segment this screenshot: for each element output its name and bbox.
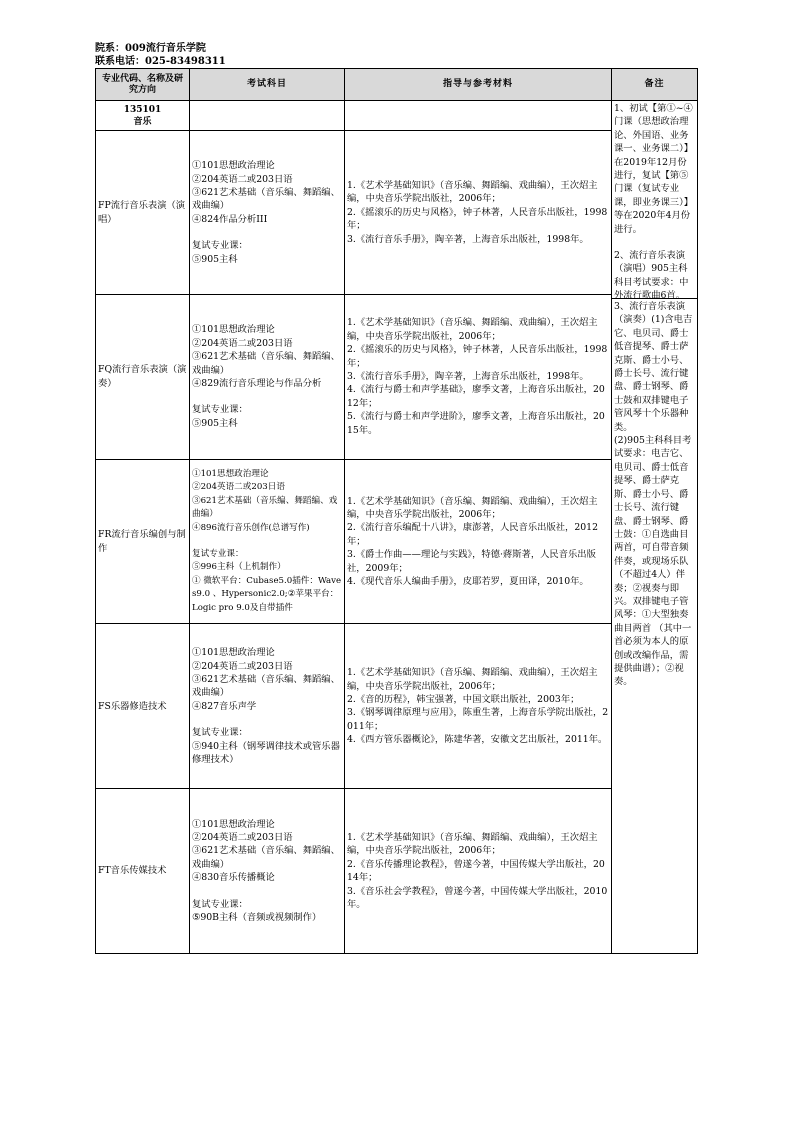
empty-cell	[190, 101, 345, 131]
subjects-cell	[190, 131, 345, 295]
subject-line: ① 微软平台：Cubase5.0插件：Waves9.0 、Hypersonic2.0;②苹果平台：Logic pro 9.0及自带插件	[192, 575, 342, 613]
subject-gap	[192, 390, 342, 403]
subject-line: ⑤905主科	[192, 253, 238, 265]
reference-item: 1.《艺术学基础知识》（音乐编、舞蹈编、戏曲编），王次炤主编，中央音乐学院出版社，2006年；	[347, 495, 598, 521]
subject-line: 复试专业课：	[192, 898, 248, 910]
major-code: 135101	[123, 104, 162, 115]
reference-item: 3.《爵士作曲——理论与实践》，特德·蔣斯著，人民音乐出版社，2009年；	[347, 549, 596, 574]
subjects-cell	[190, 789, 345, 954]
subject-line: 复试专业课：	[192, 404, 248, 416]
references-cell	[345, 624, 612, 789]
subject-line: ④896流行音乐创作(总谱写作)	[192, 522, 310, 533]
table-row	[96, 624, 698, 789]
subject-line: ④827音乐声学	[192, 700, 257, 712]
reference-item: 2.《流行音乐编配十八讲》，康澎著，人民音乐出版社，2012年；	[347, 522, 599, 547]
major-cell: FP流行音乐表演（演唱）	[96, 131, 190, 295]
reference-item: 3.《钢琴调律原理与应用》，陈重生著，上海音乐学院出版社，2011年；	[347, 707, 609, 732]
reference-item: 3.《流行音乐手册》，陶辛著，上海音乐出版社，1998年。	[347, 371, 589, 383]
reference-item: 2.《音的历程》，韩宝强著，中国文联出版社，2003年；	[347, 693, 580, 705]
reference-item: 3.《流行音乐手册》，陶辛著，上海音乐出版社，1998年。	[347, 233, 589, 245]
subject-line: ③621艺术基础（音乐编、舞蹈编、戏曲编）	[192, 186, 340, 212]
notes-lower	[612, 299, 697, 690]
reference-item: 4.《流行与爵士和声学基础》，廖季文著，上海音乐出版社，2012年；	[347, 384, 605, 409]
references-cell	[345, 789, 612, 954]
subject-line: ①101思想政治理论	[192, 469, 269, 480]
subject-line: ③621艺术基础（音乐编、舞蹈编、戏曲编）	[192, 351, 340, 376]
department-label: 院系：009流行音乐学院	[95, 43, 206, 54]
reference-item: 1.《艺术学基础知识》（音乐编、舞蹈编、戏曲编），王次炤主编，中央音乐学院出版社，2006年；	[347, 180, 598, 205]
subject-line: ⑤996主科（上机制作）	[192, 562, 286, 573]
subject-line: 复试专业课：	[192, 549, 244, 560]
table-row	[96, 131, 698, 295]
table-row	[96, 294, 698, 459]
reference-item: 4.《现代音乐人编曲手册》，皮耶若罗，夏田译，2010年。	[347, 576, 589, 588]
empty-cell	[345, 101, 612, 131]
reference-item: 1.《艺术学基础知识》（音乐编、舞蹈编、戏曲编），王次炤主编，中央音乐学院出版社，2006年；	[347, 831, 598, 857]
subject-line: ①101思想政治理论	[192, 324, 275, 336]
reference-item: 2.《音乐传播理论教程》，曾遂今著，中国传媒大学出版社，2014年；	[347, 858, 605, 884]
subject-line: ②204英语二或203日语	[192, 337, 293, 349]
code-row	[96, 101, 698, 131]
note-text: (2)905主科科目考试要求：电吉它、电贝司、爵士低音提琴、爵士萨克斯、爵士小号、爵士长号、流行键盘、爵士钢琴、爵士鼓：①自选曲目两首，可自带音频伴奏，或现场乐队（不超过4人）伴奏；②视奏与即兴。双排键电子管风琴：①大型独奏曲目两首 （其中一首必须为本人的原创或改编作品，需提供曲谱）；②视奏。	[614, 435, 692, 688]
major-code-cell	[96, 101, 190, 131]
exam-table	[95, 68, 698, 954]
subjects-cell	[190, 294, 345, 459]
subject-line: ③621艺术基础（音乐编、舞蹈编、戏曲编）	[192, 495, 338, 520]
subject-line: 复试专业课：	[192, 727, 248, 739]
reference-item: 4.《西方管乐器概论》，陈建华著，安徽文艺出版社，2011年。	[347, 734, 608, 746]
subject-line: ①101思想政治理论	[192, 647, 275, 659]
subject-line: 复试专业课：	[192, 240, 248, 252]
subject-gap	[192, 535, 342, 548]
header-subjects: 考试科目	[190, 69, 345, 101]
subject-gap	[192, 713, 342, 726]
subject-gap	[192, 885, 342, 898]
table-header-row	[96, 69, 698, 101]
subject-line: ⑤905主科	[192, 417, 238, 429]
subject-line: ③621艺术基础（音乐编、舞蹈编、戏曲编）	[192, 674, 340, 699]
reference-item: 3.《音乐社会学教程》，曾遂今著，中国传媒大学出版社，2010年。	[347, 885, 608, 910]
subject-line: ④824作品分析III	[192, 213, 268, 225]
major-cell: FT音乐传媒技术	[96, 789, 190, 954]
reference-item: 2.《摇滚乐的历史与风格》，钟子林著，人民音乐出版社，1998年；	[347, 344, 608, 369]
major-cell: FQ流行音乐表演（演奏）	[96, 294, 190, 459]
subject-line: ②204英语二或203日语	[192, 173, 293, 185]
subject-line: ①101思想政治理论	[192, 818, 275, 830]
subject-gap	[192, 226, 342, 239]
subject-line: ②204英语二或203日语	[192, 660, 293, 672]
major-cell: FS乐器修造技术	[96, 624, 190, 789]
notes-cell	[612, 101, 698, 954]
subject-line: ③621艺术基础（音乐编、舞蹈编、戏曲编）	[192, 845, 340, 870]
references-cell	[345, 131, 612, 295]
note-gap	[614, 236, 695, 249]
reference-item: 1.《艺术学基础知识》（音乐编、舞蹈编、戏曲编），王次炤主编，中央音乐学院出版社，2006年；	[347, 667, 598, 692]
major-name: 音乐	[133, 116, 152, 127]
contact-phone: 联系电话：025-83498311	[95, 56, 226, 67]
subject-line: ②204英语二或203日语	[192, 482, 285, 493]
subject-line: ⑤90B主科（音频或视频制作）	[192, 912, 322, 924]
reference-item: 1.《艺术学基础知识》（音乐编、舞蹈编、戏曲编），王次炤主编，中央音乐学院出版社，2006年；	[347, 317, 598, 342]
header-major: 专业代码、名称及研究方向	[96, 69, 190, 101]
subject-line: ④829流行音乐理论与作品分析	[192, 377, 322, 389]
reference-item: 2.《摇滚乐的历史与风格》，钟子林著，人民音乐出版社，1998年；	[347, 206, 608, 232]
references-cell	[345, 294, 612, 459]
major-cell: FR流行音乐编创与制作	[96, 459, 190, 624]
subject-line: ⑤940主科（钢琴调律技术或管乐器修理技术）	[192, 740, 340, 766]
subjects-cell	[190, 459, 345, 624]
subject-line: ①101思想政治理论	[192, 160, 275, 172]
note-text: 2、流行音乐表演（演唱）905主科科目考试要求：中外流行歌曲6首。	[614, 250, 689, 302]
table-row	[96, 459, 698, 624]
header-references: 指导与参考材料	[345, 69, 612, 101]
references-cell	[345, 459, 612, 624]
table-row	[96, 789, 698, 954]
note-text: 3、流行音乐表演（演奏）(1)含电吉它、电贝司、爵士低音提琴、爵士萨克斯、爵士小号、爵士长号、流行键盘、爵士钢琴、爵士鼓和双排键电子管风琴十个乐器种类。	[614, 301, 693, 433]
subject-line: ④830音乐传播概论	[192, 872, 275, 884]
notes-upper	[612, 101, 697, 304]
header-notes: 备注	[612, 69, 698, 101]
subject-line: ②204英语二或203日语	[192, 832, 293, 844]
reference-item: 5.《流行与爵士和声学进阶》，廖季文著，上海音乐出版社，2015年。	[347, 411, 605, 436]
subjects-cell	[190, 624, 345, 789]
note-text: 1、初试【第①~④门课（思想政治理论、外国语、业务课一、业务课二）】在2019年12月份进行，复试【第⑤门课（复试专业课，即业务课三）】等在2020年4月份进行。	[614, 103, 694, 235]
